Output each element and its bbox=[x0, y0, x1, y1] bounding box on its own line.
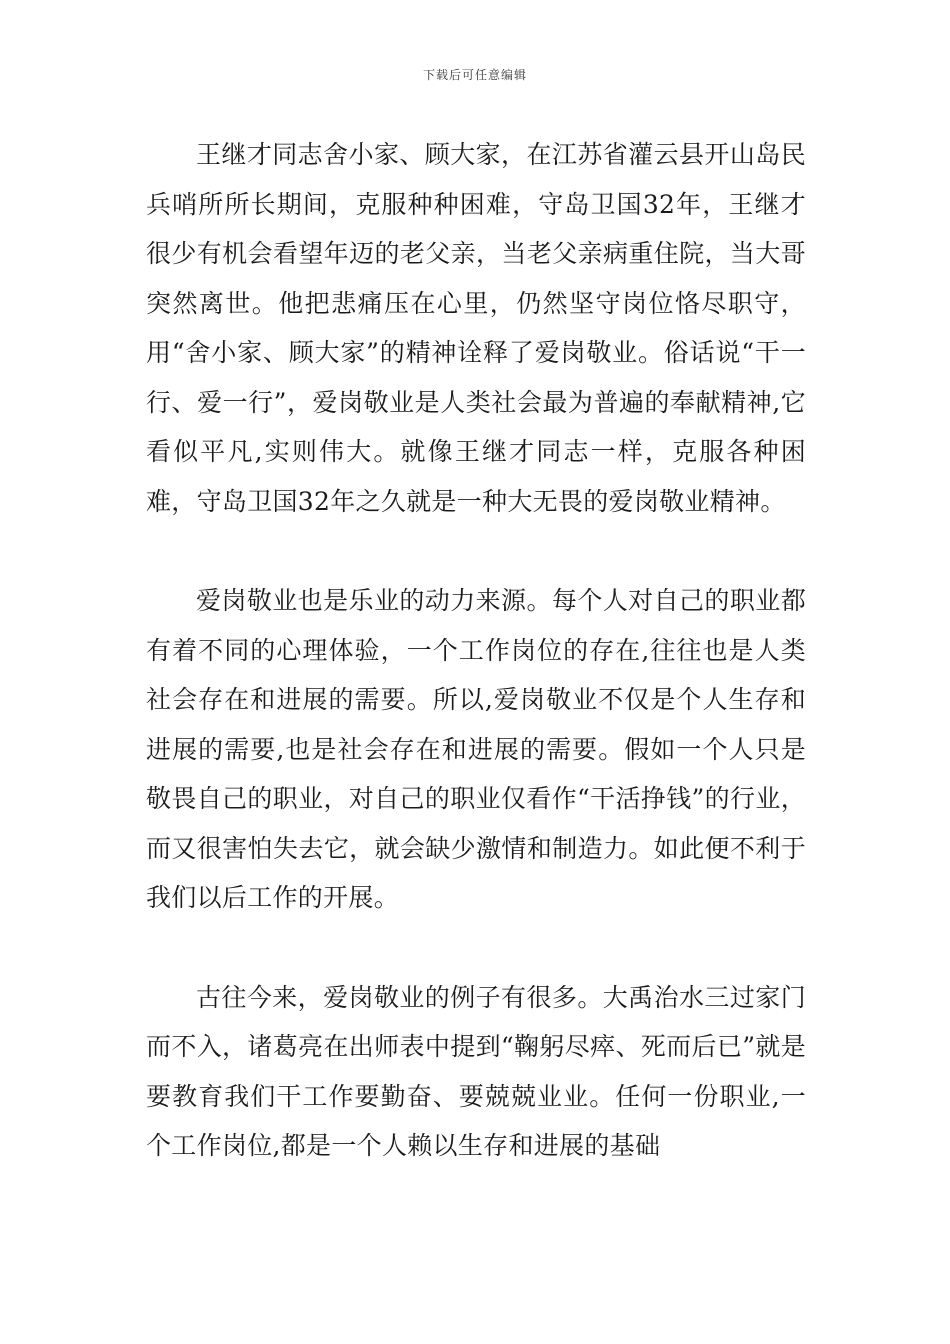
page-header: 下载后可任意编辑 bbox=[422, 68, 527, 82]
document-body bbox=[146, 130, 806, 1171]
paragraph-2: 爱岗敬业也是乐业的动力来源。每个人对自己的职业都有着不同的心理体验，一个工作岗位的存在,往往也是人类社会存在和进展的需要。所以,爱岗敬业不仅是个人生存和进展的需要,也是社会存在和进展的需要。假如一个人只是敬畏自己的职业，对自己的职业仅看作“干活挣钱”的行业，而又很害怕失去它，就会缺少激情和制造力。如此便不利于我们以后工作的开展。 bbox=[146, 586, 806, 912]
paragraph-gap bbox=[146, 526, 806, 576]
paragraph-gap bbox=[146, 923, 806, 973]
paragraph-3: 古往今来，爱岗敬业的例子有很多。大禹治水三过家门而不入，诸葛亮在出师表中提到“鞠躬尽瘁、死而后已”就是要教育我们干工作要勤奋、要兢兢业业。任何一份职业,一个工作岗位,都是一个人赖以生存和进展的基础 bbox=[146, 982, 806, 1160]
paragraph-1: 王继才同志舍小家、顾大家，在江苏省灌云县开山岛民兵哨所所长期间，克服种种困难，守岛卫国32年，王继才很少有机会看望年迈的老父亲，当老父亲病重住院，当大哥突然离世。他把悲痛压在心里，仍然坚守岗位恪尽职守，用“舍小家、顾大家”的精神诠释了爱岗敬业。俗话说“干一行、爱一行”，爱岗敬业是人类社会最为普遍的奉献精神,它看似平凡,实则伟大。就像王继才同志一样，克服各种困难，守岛卫国32年之久就是一种大无畏的爱岗敬业精神。 bbox=[146, 140, 806, 516]
